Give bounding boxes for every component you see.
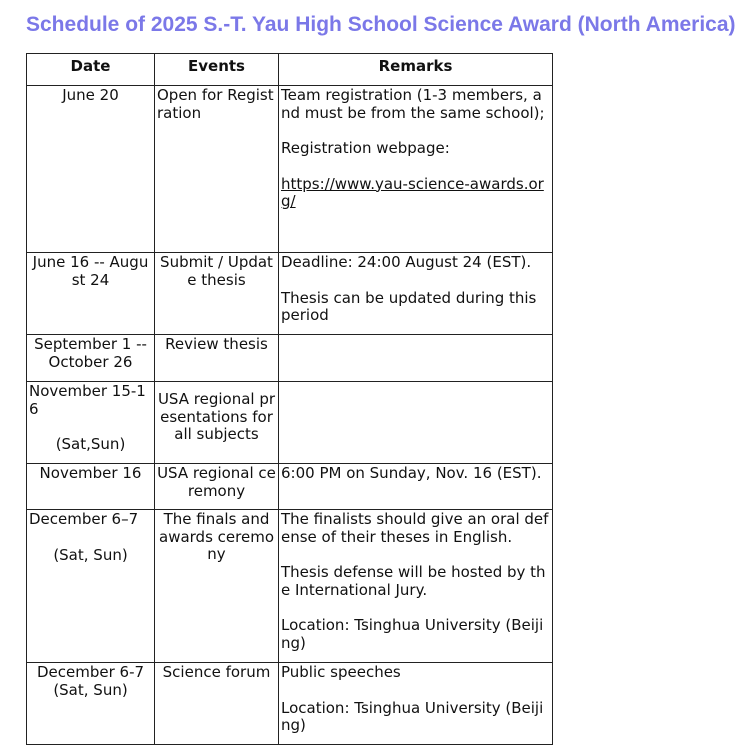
schedule-table bbox=[26, 53, 553, 745]
cell-remarks bbox=[279, 382, 553, 464]
remark-text: 6:00 PM on Sunday, Nov. 16 (EST). bbox=[281, 464, 542, 482]
date-note: (Sat,Sun) bbox=[55, 435, 126, 453]
event-text: The finals and awards ceremony bbox=[159, 510, 274, 563]
cell-event bbox=[155, 510, 279, 663]
table-header-row bbox=[27, 54, 553, 86]
table-row bbox=[27, 510, 553, 663]
registration-link[interactable]: https://www.yau-science-awards.org/ bbox=[281, 174, 544, 210]
cell-date bbox=[27, 335, 155, 382]
event-text: Review thesis bbox=[165, 335, 268, 353]
remark-text: The finalists should give an oral defense of their theses in English. bbox=[281, 510, 549, 546]
table-row bbox=[27, 253, 553, 335]
cell-remarks bbox=[279, 335, 553, 382]
cell-remarks bbox=[279, 253, 553, 335]
cell-remarks bbox=[279, 510, 553, 663]
date-note: (Sat, Sun) bbox=[53, 680, 128, 699]
table-row bbox=[27, 86, 553, 253]
remark-text: Location: Tsinghua University (Beijing) bbox=[281, 698, 544, 734]
event-text: USA regional presentations for all subjects bbox=[157, 390, 276, 443]
cell-remarks bbox=[279, 663, 553, 745]
date-text: December 6-7 bbox=[36, 663, 145, 681]
header-date: Date bbox=[27, 54, 155, 86]
event-text: USA regional ceremony bbox=[157, 464, 276, 500]
cell-date bbox=[27, 86, 155, 253]
table-row bbox=[27, 464, 553, 510]
remark-text: Thesis defense will be hosted by the International Jury. bbox=[281, 563, 546, 599]
cell-event bbox=[155, 86, 279, 253]
cell-date bbox=[27, 253, 155, 335]
cell-event bbox=[155, 382, 279, 464]
remark-text: Public speeches bbox=[281, 663, 401, 681]
header-remarks: Remarks bbox=[279, 54, 553, 86]
cell-event bbox=[155, 253, 279, 335]
table-row bbox=[27, 663, 553, 745]
table-row bbox=[27, 382, 553, 464]
date-text: December 6–7 bbox=[29, 510, 139, 528]
cell-remarks bbox=[279, 464, 553, 510]
table-row bbox=[27, 335, 553, 382]
cell-date bbox=[27, 663, 155, 745]
event-text: Submit / Update thesis bbox=[160, 253, 273, 289]
date-note: (Sat, Sun) bbox=[53, 545, 128, 564]
event-text: Science forum bbox=[162, 663, 271, 681]
cell-event bbox=[155, 663, 279, 745]
cell-date bbox=[27, 464, 155, 510]
date-text: June 16 -- August 24 bbox=[32, 253, 149, 289]
remark-text: Registration webpage: bbox=[281, 139, 450, 157]
cell-remarks bbox=[279, 86, 553, 253]
remark-text: Location: Tsinghua University (Beijing) bbox=[281, 616, 544, 652]
remark-text: Thesis can be updated during this period bbox=[281, 288, 537, 324]
date-text: November 15-16 bbox=[29, 382, 146, 418]
cell-event bbox=[155, 335, 279, 382]
remark-text: Deadline: 24:00 August 24 (EST). bbox=[281, 253, 532, 271]
date-text: November 16 bbox=[39, 464, 142, 482]
header-events: Events bbox=[155, 54, 279, 86]
remark-text: Team registration (1-3 members, and must be from the same school); bbox=[281, 86, 545, 122]
page-title: Schedule of 2025 S.-T. Yau High School Science Award (North America) bbox=[26, 13, 736, 36]
cell-date bbox=[27, 510, 155, 663]
date-text: September 1 -- October 26 bbox=[34, 335, 147, 371]
cell-event bbox=[155, 464, 279, 510]
event-text: Open for Registration bbox=[157, 86, 274, 122]
date-text: June 20 bbox=[62, 86, 119, 104]
cell-date bbox=[27, 382, 155, 464]
